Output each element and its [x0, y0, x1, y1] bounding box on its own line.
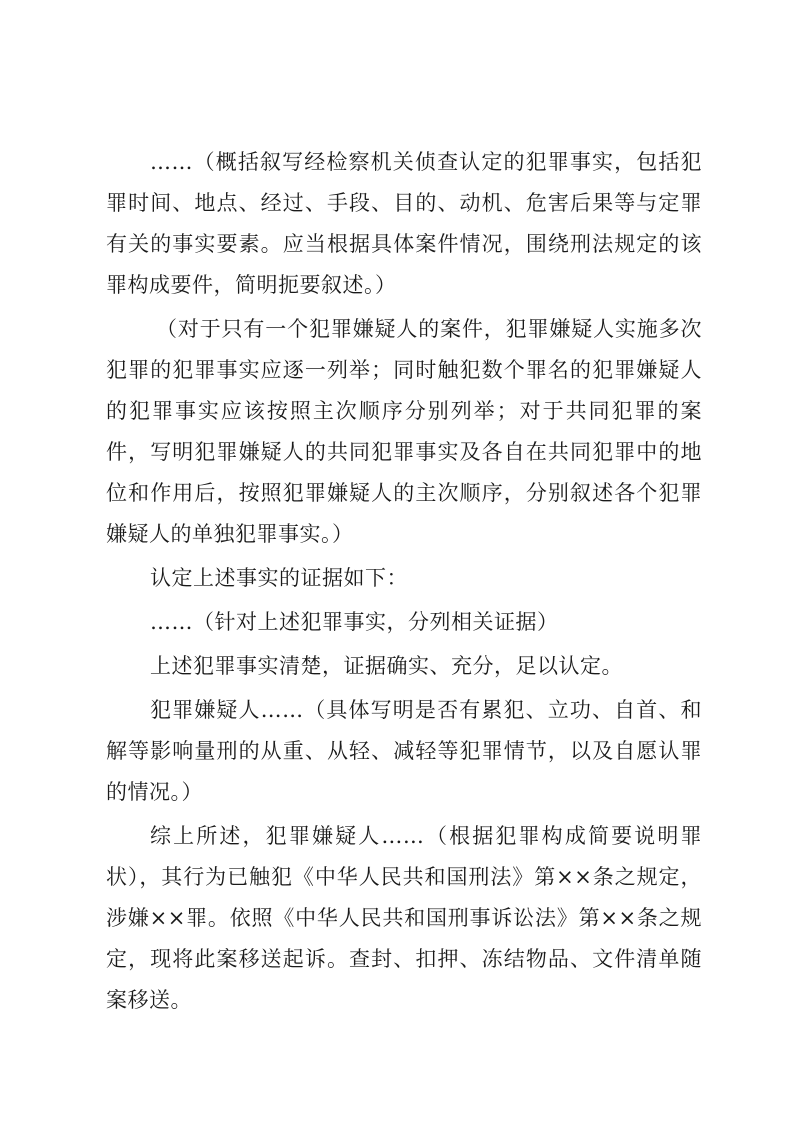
paragraph-evidence-intro: 认定上述事实的证据如下：	[150, 566, 408, 590]
document-body	[106, 142, 702, 1024]
paragraph-facts-confirmed: 上述犯罪事实清楚，证据确实、充分，足以认定。	[150, 654, 623, 678]
paragraph-evidence-list: ……（针对上述犯罪事实，分列相关证据）	[150, 610, 559, 634]
paragraph-conclusion: 综上所述，犯罪嫌疑人……（根据犯罪构成简要说明罪状），其行为已触犯《中华人民共和国刑法》第××条之规定，涉嫌××罪。依照《中华人民共和国刑事诉讼法》第××条之规定，现将此案移送起诉。查封、扣押、冻结物品、文件清单随案移送。	[106, 824, 702, 1012]
paragraph-sentencing-circumstances: 犯罪嫌疑人……（具体写明是否有累犯、立功、自首、和解等影响量刑的从重、从轻、减轻等犯罪情节，以及自愿认罪的情况。）	[106, 698, 702, 804]
paragraph-crime-facts-summary: ……（概括叙写经检察机关侦查认定的犯罪事实，包括犯罪时间、地点、经过、手段、目的、动机、危害后果等与定罪有关的事实要素。应当根据具体案件情况，围绕刑法规定的该罪构成要件，简明扼要叙述。）	[106, 150, 702, 297]
paragraph-multiple-suspects-note: （对于只有一个犯罪嫌疑人的案件，犯罪嫌疑人实施多次犯罪的犯罪事实应逐一列举；同时触犯数个罪名的犯罪嫌疑人的犯罪事实应该按照主次顺序分别列举；对于共同犯罪的案件，写明犯罪嫌疑人的共同犯罪事实及各自在共同犯罪中的地位和作用后，按照犯罪嫌疑人的主次顺序，分别叙述各个犯罪嫌疑人的单独犯罪事实。）	[106, 317, 702, 546]
